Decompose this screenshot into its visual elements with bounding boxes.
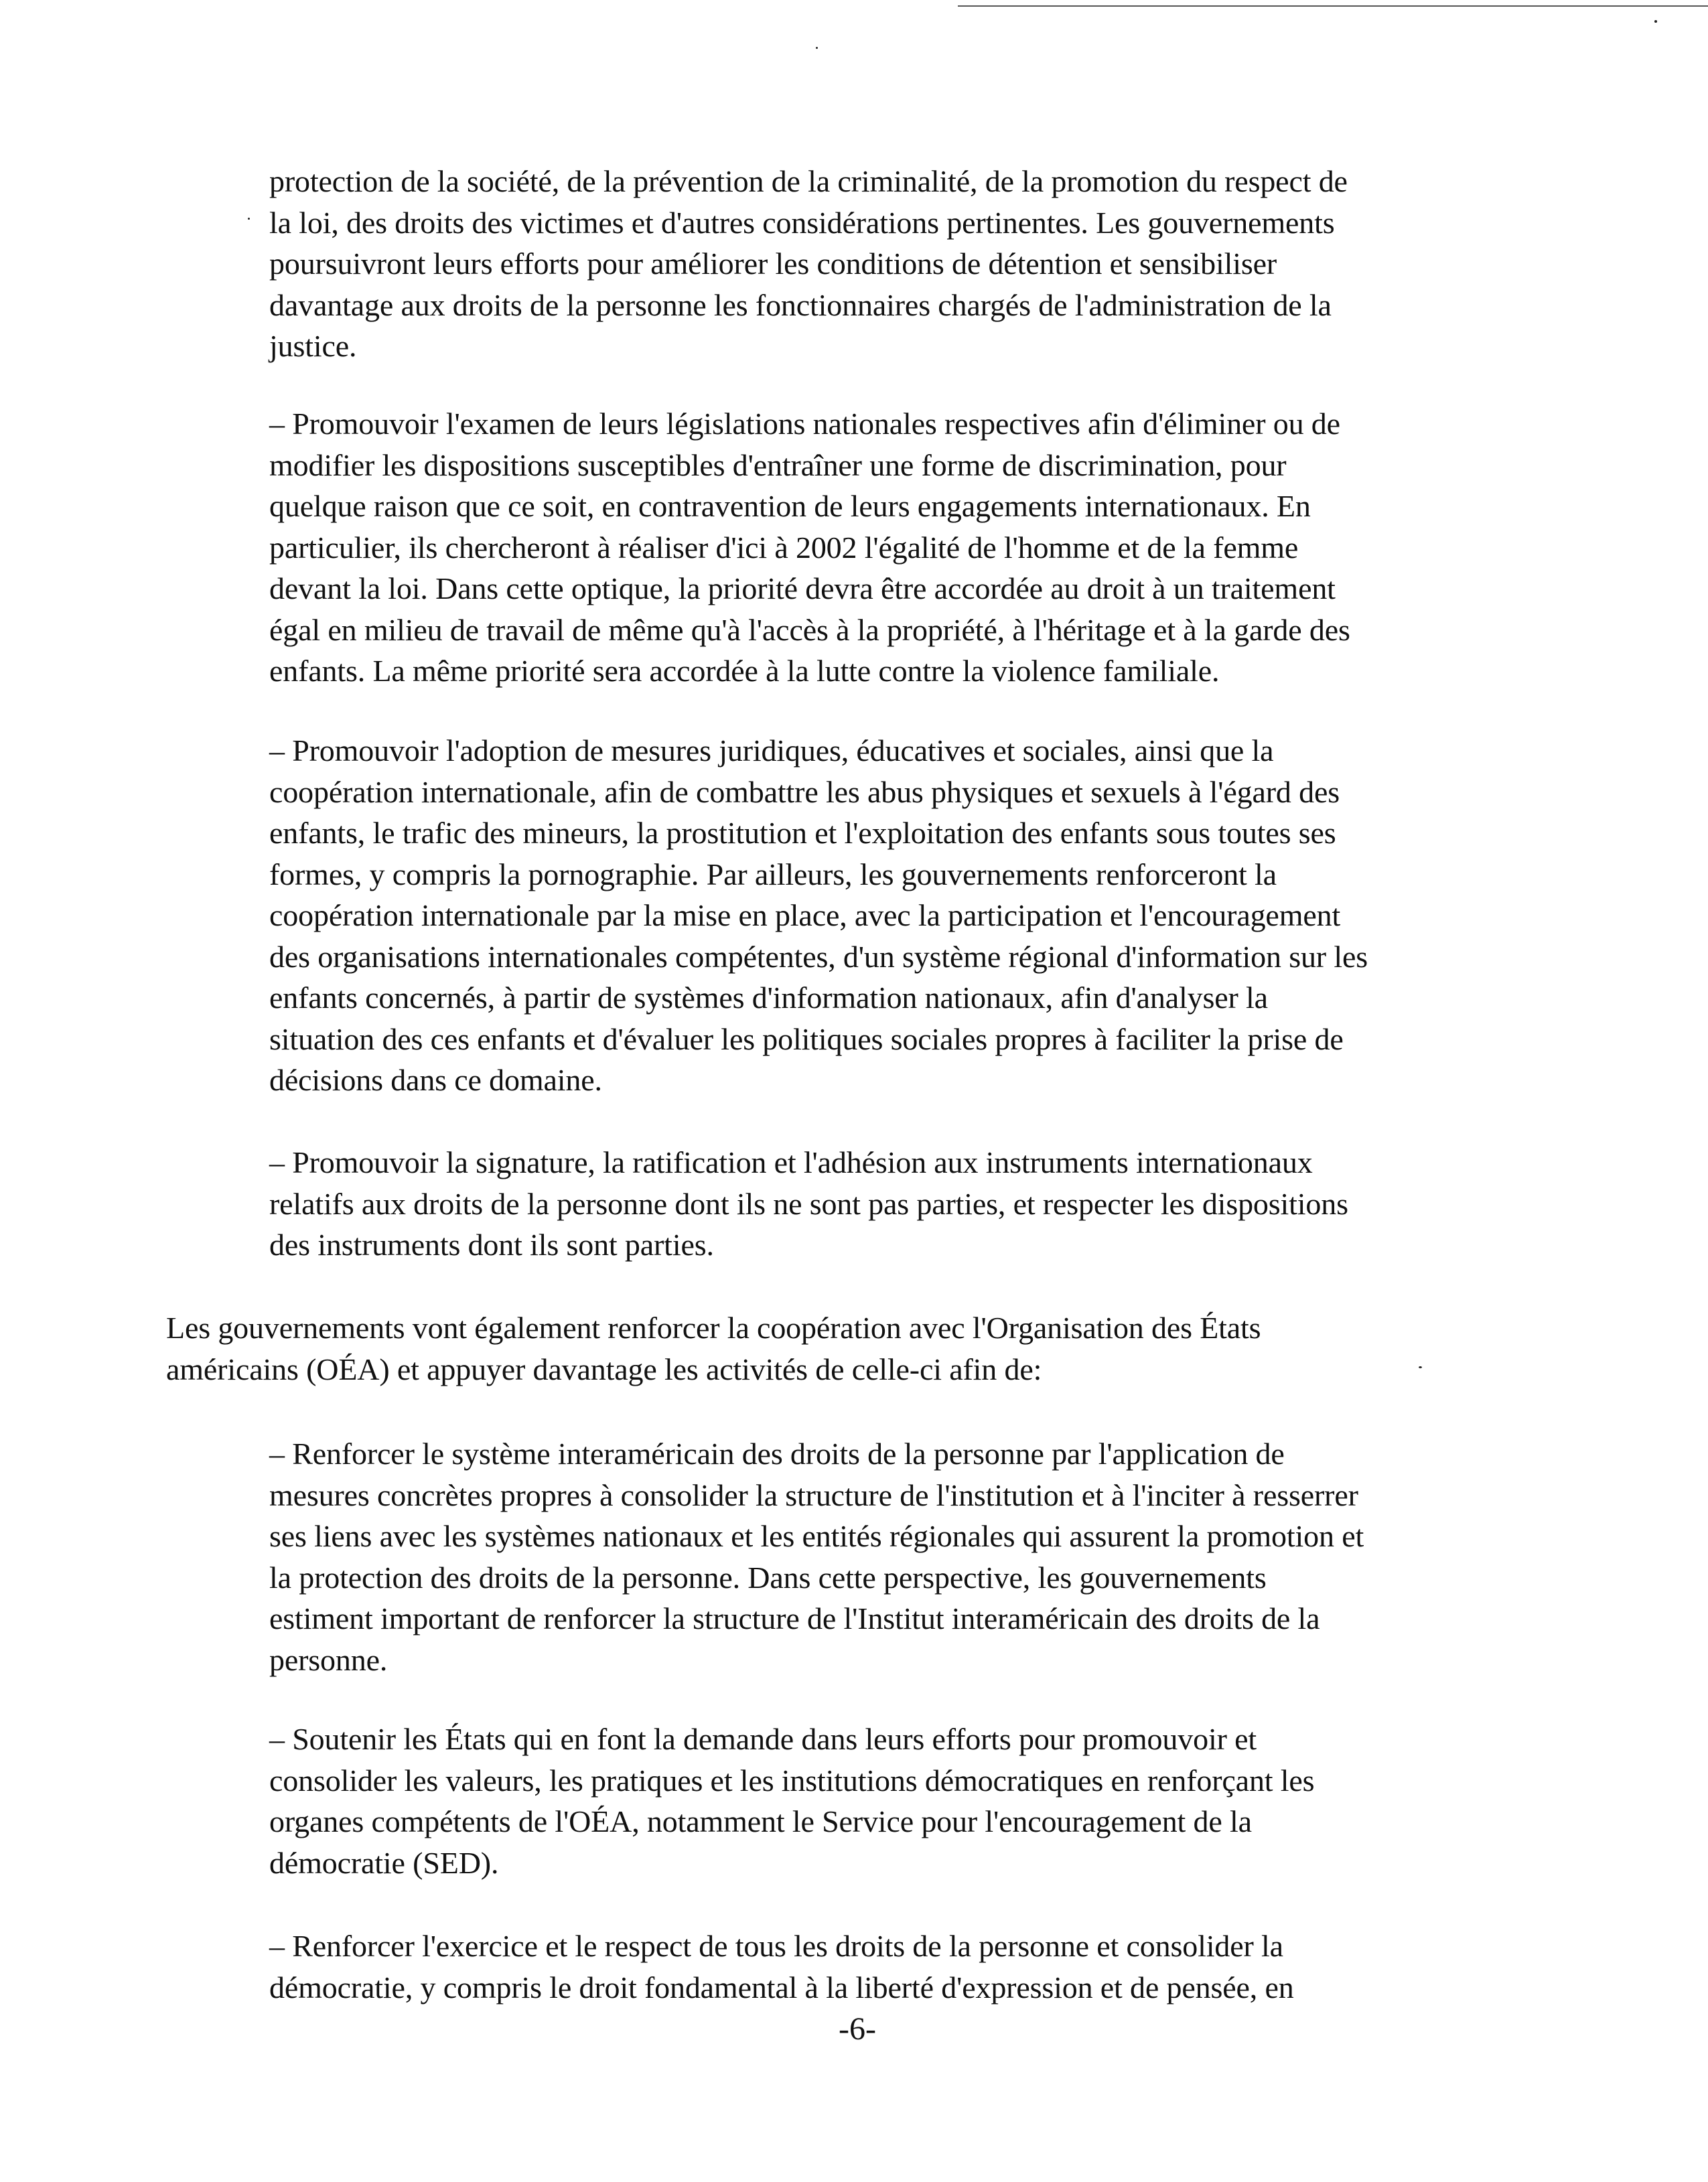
page-number: [0, 2009, 1708, 2049]
text-line: quelque raison que ce soit, en contravention de leurs engagements internationaux. En: [269, 489, 1311, 523]
text-line: – Promouvoir l'adoption de mesures juridiques, éducatives et sociales, ainsi que la: [269, 733, 1274, 768]
text-line: – Renforcer l'exercice et le respect de tous les droits de la personne et consolider la: [269, 1929, 1283, 1963]
text-line: égal en milieu de travail de même qu'à l'accès à la propriété, à l'héritage et à la garde des: [269, 612, 1350, 647]
top-edge-rule: [958, 5, 1708, 7]
text-line: la protection des droits de la personne. Dans cette perspective, les gouvernements: [269, 1560, 1267, 1595]
scan-speck: [1419, 1366, 1422, 1368]
text-line: devant la loi. Dans cette optique, la priorité devra être accordée au droit à un traitement: [269, 571, 1336, 605]
text-line: enfants. La même priorité sera accordée à la lutte contre la violence familiale.: [269, 654, 1220, 688]
text-line: enfants concernés, à partir de systèmes d'information nationaux, afin d'analyser la: [269, 980, 1268, 1015]
scan-speck: [1654, 20, 1657, 23]
paragraph-oas-cooperation: [166, 1307, 1261, 1390]
text-line: organes compétents de l'OÉA, notamment le Service pour l'encouragement de la: [269, 1804, 1252, 1838]
text-line: particulier, ils chercheront à réaliser d'ici à 2002 l'égalité de l'homme et de la femme: [269, 530, 1299, 565]
text-line: mesures concrètes propres à consolider la structure de l'institution et à l'inciter à resserrer: [269, 1477, 1358, 1512]
text-line: poursuivront leurs efforts pour améliorer les conditions de détention et sensibiliser: [269, 246, 1277, 281]
text-line: formes, y compris la pornographie. Par ailleurs, les gouvernements renforceront la: [269, 857, 1277, 891]
scan-speck: [816, 47, 818, 49]
text-line: la loi, des droits des victimes et d'autres considérations pertinentes. Les gouvernements: [269, 205, 1335, 240]
paragraph-detention-conditions: [269, 161, 1348, 367]
paragraph-interamerican-system: [269, 1433, 1364, 1680]
text-line: coopération internationale par la mise en place, avec la participation et l'encouragement: [269, 898, 1341, 932]
text-line: davantage aux droits de la personne les fonctionnaires chargés de l'administration de la: [269, 287, 1332, 322]
paragraph-democracy-support: [269, 1719, 1314, 1883]
text-line: estiment important de renforcer la structure de l'Institut interaméricain des droits de la: [269, 1601, 1320, 1635]
text-line: consolider les valeurs, les pratiques et les institutions démocratiques en renforçant les: [269, 1763, 1315, 1798]
text-line: décisions dans ce domaine.: [269, 1063, 602, 1097]
text-line: des instruments dont ils sont parties.: [269, 1228, 714, 1262]
text-line: relatifs aux droits de la personne dont ils ne sont pas parties, et respecter les dispositions: [269, 1186, 1348, 1221]
paragraph-child-protection: [269, 730, 1368, 1101]
text-line: des organisations internationales compétentes, d'un système régional d'information sur les: [269, 939, 1368, 974]
paragraph-instrument-ratification: [269, 1142, 1348, 1266]
text-line: Les gouvernements vont également renforcer la coopération avec l'Organisation des États: [166, 1311, 1261, 1345]
text-line: personne.: [269, 1642, 388, 1677]
text-line: démocratie (SED).: [269, 1845, 499, 1880]
text-line: coopération internationale, afin de combattre les abus physiques et sexuels à l'égard des: [269, 774, 1340, 809]
text-line: enfants, le trafic des mineurs, la prostitution et l'exploitation des enfants sous toutes ses: [269, 816, 1336, 850]
paragraph-legislation-review: [269, 403, 1350, 692]
paragraph-freedom-of-expression: [269, 1925, 1294, 2008]
text-line: – Soutenir les États qui en font la demande dans leurs efforts pour promouvoir et: [269, 1722, 1257, 1756]
text-line: démocratie, y compris le droit fondamental à la liberté d'expression et de pensée, en: [269, 1970, 1294, 2005]
scan-speck: [248, 218, 250, 220]
text-line: protection de la société, de la prévention de la criminalité, de la promotion du respect de: [269, 164, 1348, 198]
text-line: ses liens avec les systèmes nationaux et les entités régionales qui assurent la promotion et: [269, 1519, 1364, 1553]
text-line: modifier les dispositions susceptibles d'entraîner une forme de discrimination, pour: [269, 447, 1287, 482]
text-line: situation des ces enfants et d'évaluer les politiques sociales propres à faciliter la prise de: [269, 1021, 1344, 1056]
text-line: – Renforcer le système interaméricain des droits de la personne par l'application de: [269, 1437, 1285, 1471]
text-line: justice.: [269, 329, 357, 363]
text-line: – Promouvoir la signature, la ratification et l'adhésion aux instruments internationaux: [269, 1145, 1313, 1179]
page-number-text: -6-: [839, 2011, 876, 2047]
text-line: américains (OÉA) et appuyer davantage les activités de celle-ci afin de:: [166, 1352, 1042, 1386]
text-line: – Promouvoir l'examen de leurs législations nationales respectives afin d'éliminer ou de: [269, 407, 1340, 441]
